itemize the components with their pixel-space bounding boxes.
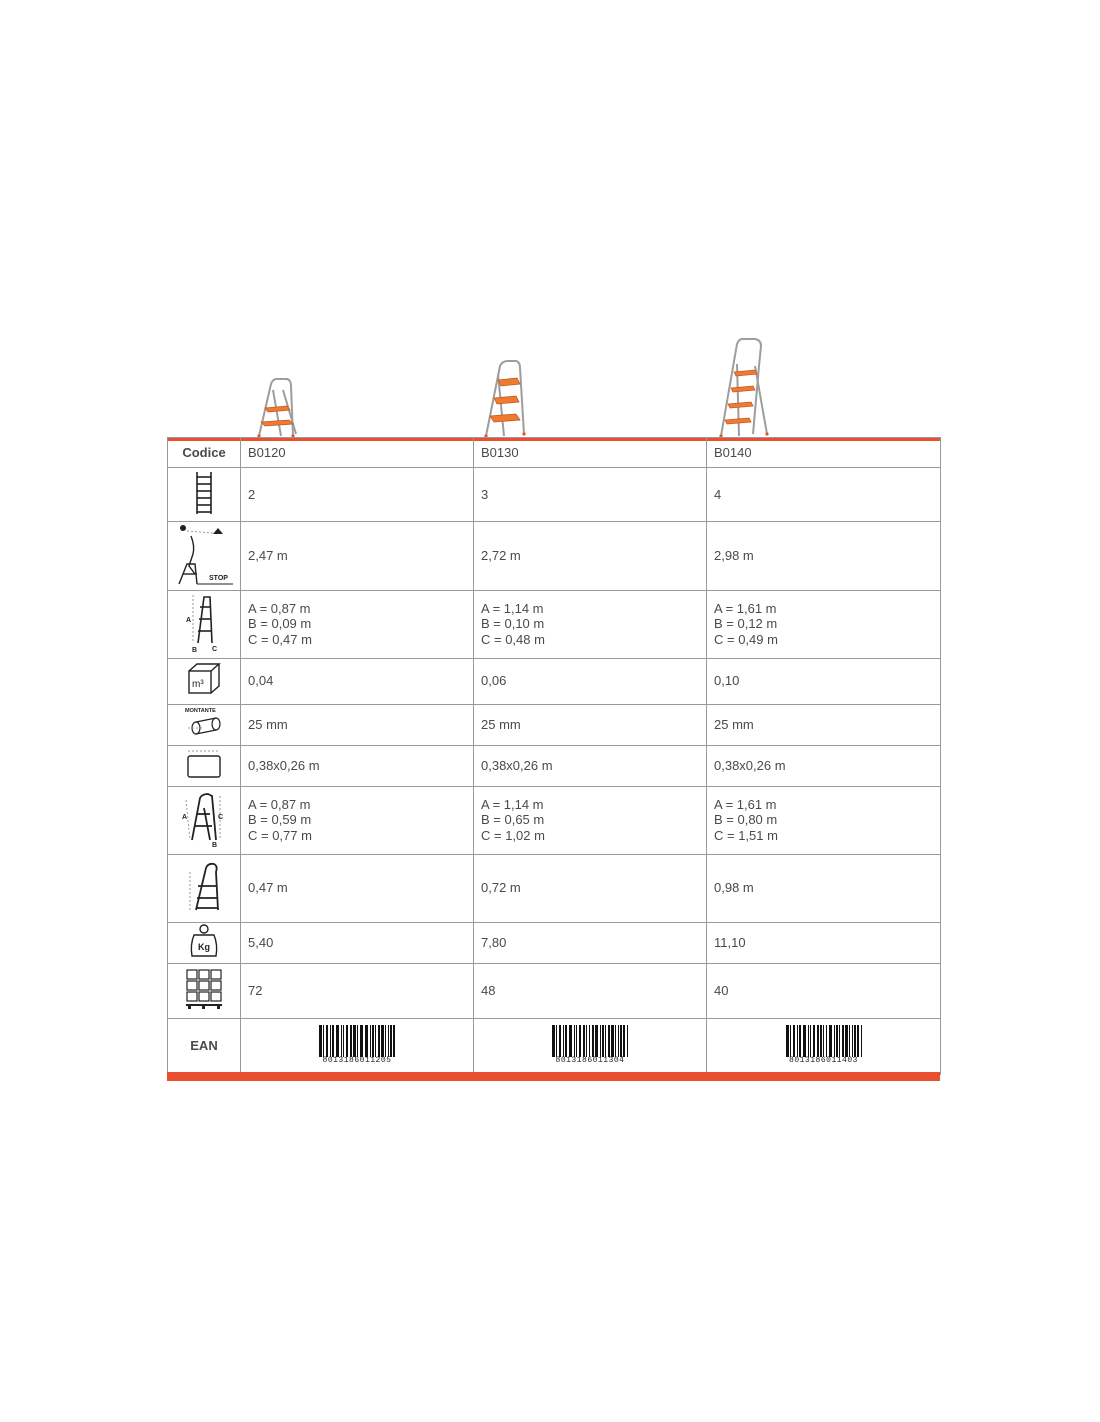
product-images [167, 330, 940, 438]
table-row-ean [168, 1018, 941, 1074]
pallet-quantity-icon [184, 967, 224, 1011]
stepladder-3-steps-image [480, 358, 530, 438]
kg-label: Kg [198, 941, 210, 952]
table-row-closed-dimensions [168, 590, 941, 658]
step-height-value: 0,98 m [707, 854, 941, 922]
open-dim-a: A = 0,87 m [248, 796, 311, 812]
table-row-steps [168, 468, 941, 522]
barcode [318, 1025, 396, 1067]
platform-value: 0,38x0,26 m [474, 745, 707, 786]
closed-dimensions-icon [184, 591, 224, 653]
product-code: B0140 [707, 438, 941, 468]
volume-value: 0,10 [707, 658, 941, 704]
closed-dim-c: C = 0,49 m [714, 631, 778, 647]
step-height-value: 0,72 m [474, 854, 707, 922]
open-dim-c: C = 1,02 m [481, 827, 545, 843]
open-dim-c: C = 0,77 m [248, 827, 312, 843]
closed-dim-b: B = 0,12 m [714, 616, 778, 632]
closed-dim-a: A = 0,87 m [248, 600, 311, 616]
open-dim-a: A = 1,61 m [714, 796, 777, 812]
top-step-height-icon [184, 860, 224, 912]
pallet-value: 48 [474, 963, 707, 1018]
table-bottom-accent-bar [167, 1072, 940, 1081]
barcode [785, 1025, 863, 1067]
closed-dim-c: C = 0,48 m [481, 631, 545, 647]
table-row-volume [168, 658, 941, 704]
step-height-value: 0,47 m [241, 854, 474, 922]
montante-label: MONTANTE [185, 707, 216, 714]
upright-tube-icon [182, 705, 226, 741]
open-dim-b: B = 0,59 m [248, 812, 312, 828]
table-row-weight [168, 922, 941, 963]
open-dim-c: C = 1,51 m [714, 827, 778, 843]
working-height-icon [173, 522, 235, 586]
working-height-value: 2,47 m [241, 522, 474, 591]
m3-label: m³ [192, 679, 204, 691]
volume-cube-icon [187, 662, 221, 696]
dim-c-label: C [218, 814, 224, 822]
volume-value: 0,06 [474, 658, 707, 704]
closed-dim-a: A = 1,61 m [714, 600, 777, 616]
table-row-code [168, 438, 941, 468]
barcode [551, 1025, 629, 1067]
working-height-value: 2,72 m [474, 522, 707, 591]
product-code: B0130 [474, 438, 707, 468]
open-dimensions-icon [182, 788, 226, 848]
open-dim-b: B = 0,80 m [714, 812, 778, 828]
upright-value: 25 mm [474, 704, 707, 745]
closed-dim-b: B = 0,09 m [248, 616, 312, 632]
product-code: B0120 [241, 438, 474, 468]
table-row-step-height [168, 854, 941, 922]
code-header: Codice [168, 438, 241, 468]
table-row-open-dimensions [168, 786, 941, 854]
specification-table [167, 437, 941, 1075]
weight-kg-icon [188, 923, 220, 959]
dim-a-label: A [182, 814, 188, 822]
pallet-value: 72 [241, 963, 474, 1018]
dim-b-label: B [212, 842, 218, 849]
upright-value: 25 mm [707, 704, 941, 745]
stop-label: STOP [209, 575, 228, 582]
weight-value: 7,80 [474, 922, 707, 963]
upright-value: 25 mm [241, 704, 474, 745]
ean-code: 8013186011403 [789, 1056, 858, 1066]
weight-value: 11,10 [707, 922, 941, 963]
volume-value: 0,04 [241, 658, 474, 704]
steps-value: 4 [707, 468, 941, 522]
dim-b-label: B [192, 647, 198, 654]
closed-dim-b: B = 0,10 m [481, 616, 545, 632]
dim-a-label: A [186, 617, 192, 625]
ean-code: 8013186011304 [555, 1056, 625, 1066]
stepladder-2-steps-image [251, 376, 307, 438]
dim-c-label: C [212, 646, 218, 654]
pallet-value: 40 [707, 963, 941, 1018]
steps-value: 3 [474, 468, 707, 522]
ladder-steps-icon [189, 471, 219, 515]
ean-header: EAN [168, 1018, 241, 1074]
open-dim-b: B = 0,65 m [481, 812, 545, 828]
platform-value: 0,38x0,26 m [241, 745, 474, 786]
table-row-working-height [168, 522, 941, 591]
working-height-value: 2,98 m [707, 522, 941, 591]
platform-size-icon [184, 748, 224, 780]
stepladder-4-steps-image [715, 336, 773, 438]
ean-code: 8013186011205 [322, 1056, 392, 1066]
table-row-upright [168, 704, 941, 745]
steps-value: 2 [241, 468, 474, 522]
table-row-platform [168, 745, 941, 786]
weight-value: 5,40 [241, 922, 474, 963]
closed-dim-a: A = 1,14 m [481, 600, 544, 616]
open-dim-a: A = 1,14 m [481, 796, 544, 812]
platform-value: 0,38x0,26 m [707, 745, 941, 786]
closed-dim-c: C = 0,47 m [248, 631, 312, 647]
table-row-pallet [168, 963, 941, 1018]
